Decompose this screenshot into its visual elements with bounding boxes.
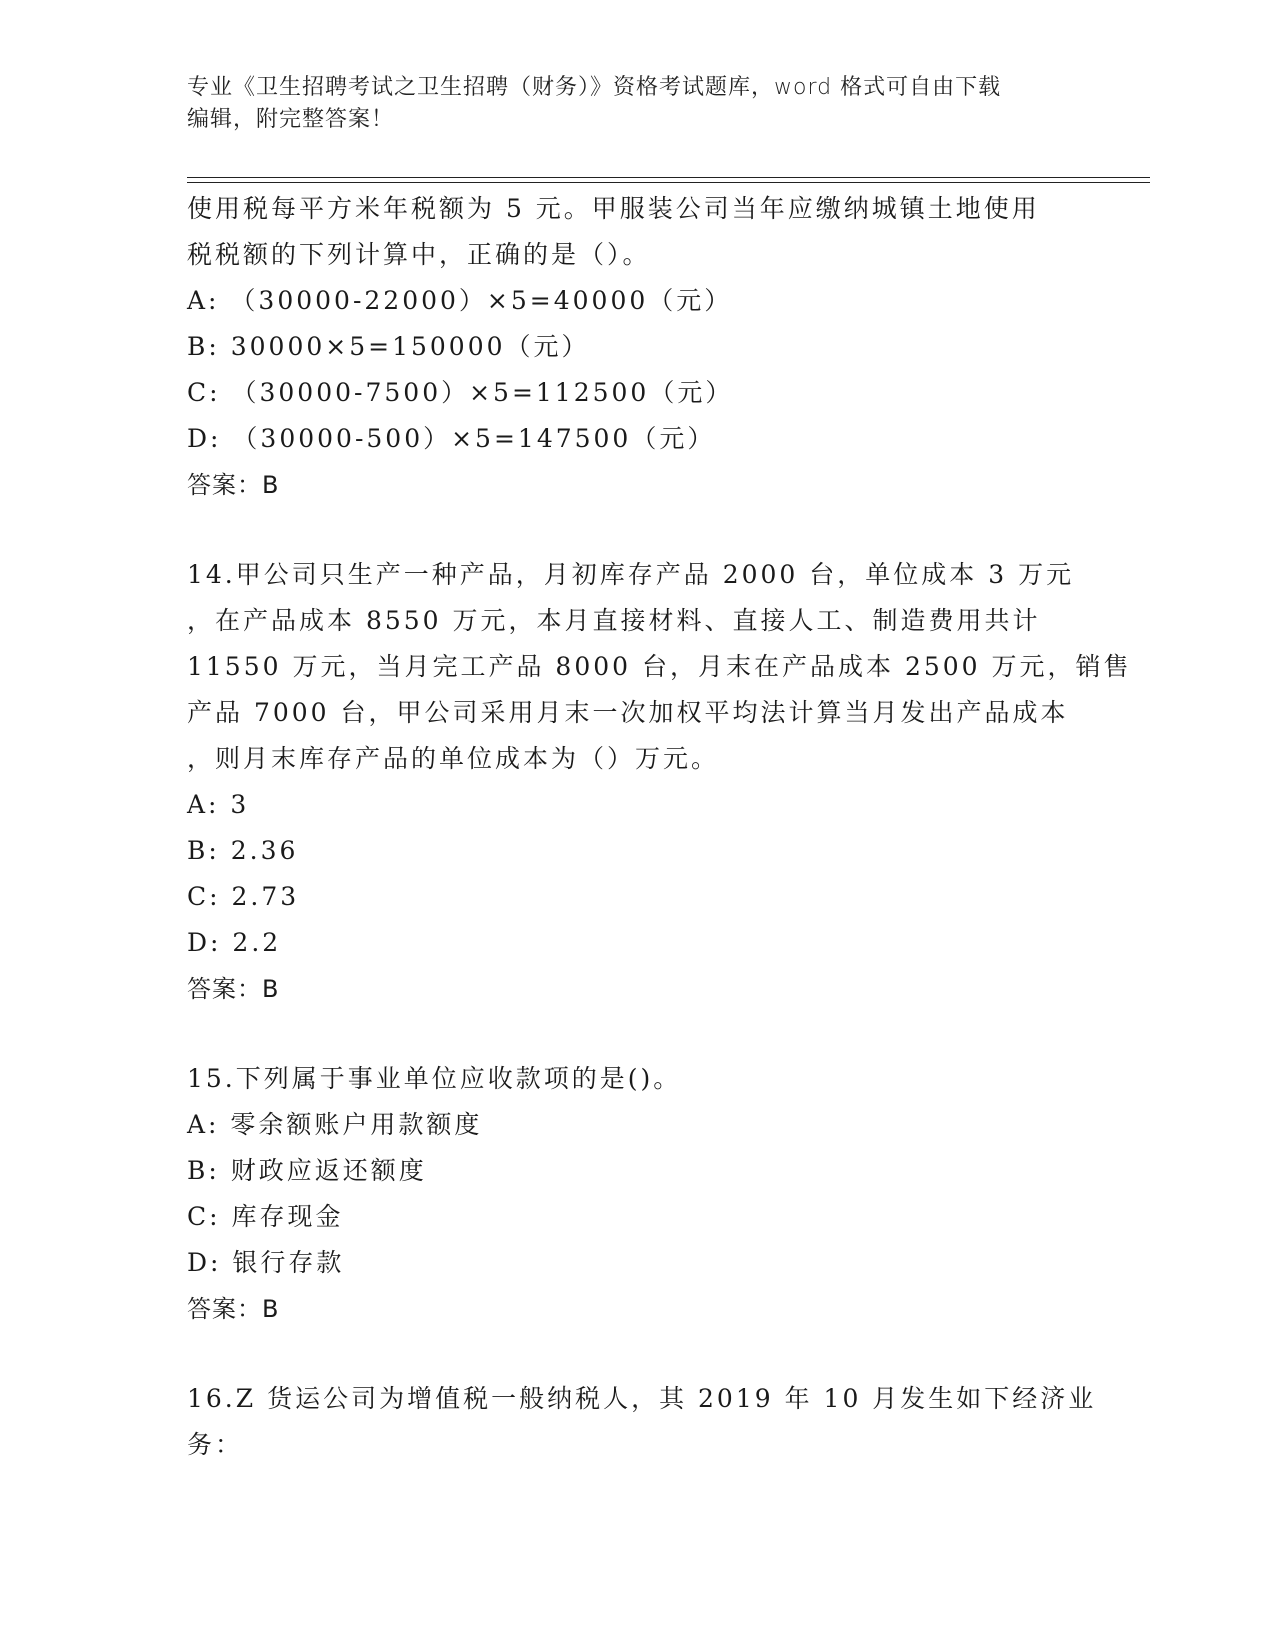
question-text-line: 14.甲公司只生产一种产品，月初库存产品 2000 台，单位成本 3 万元 — [187, 560, 1075, 589]
question-text-line: 16.Z 货运公司为增值税一般纳税人，其 2019 年 10 月发生如下经济业 — [187, 1384, 1097, 1413]
option-a: A: 零余额账户用款额度 — [187, 1110, 483, 1139]
question-text-line: 15.下列属于事业单位应收款项的是()。 — [187, 1064, 682, 1093]
page-header — [187, 72, 1067, 136]
spacer — [187, 1332, 1087, 1376]
option-a: A: （30000-22000）×5=40000（元） — [187, 286, 733, 315]
answer: 答案：B — [187, 1295, 280, 1323]
option-b: B: 30000×5=150000（元） — [187, 332, 590, 361]
option-d: D: 2.2 — [187, 928, 282, 957]
spacer — [187, 1012, 1087, 1056]
option-c: C: 库存现金 — [187, 1202, 344, 1231]
question-text-line: 税税额的下列计算中，正确的是（）。 — [187, 240, 651, 269]
question-16 — [187, 1376, 1097, 1468]
header-divider-bottom — [187, 182, 1150, 183]
question-text-line: 11550 万元，当月完工产品 8000 台，月末在产品成本 2500 万元，销售 — [187, 652, 1132, 681]
question-text-line: ，在产品成本 8550 万元，本月直接材料、直接人工、制造费用共计 — [187, 606, 1041, 635]
answer: 答案：B — [187, 975, 280, 1003]
question-13 — [187, 186, 1087, 508]
header-line-1: 专业《卫生招聘考试之卫生招聘（财务）》资格考试题库，word 格式可自由下载 — [187, 75, 1002, 100]
option-a: A: 3 — [187, 790, 250, 819]
question-14 — [187, 552, 1132, 1012]
question-15 — [187, 1056, 1087, 1332]
header-divider-top — [187, 177, 1150, 178]
option-d: D: （30000-500）×5=147500（元） — [187, 424, 716, 453]
option-d: D: 银行存款 — [187, 1248, 345, 1277]
spacer — [187, 508, 1087, 552]
question-text-line: 务： — [187, 1430, 244, 1459]
option-b: B: 财政应返还额度 — [187, 1156, 427, 1185]
option-c: C: （30000-7500）×5=112500（元） — [187, 378, 734, 407]
question-text-line: 产品 7000 台，甲公司采用月末一次加权平均法计算当月发出产品成本 — [187, 698, 1069, 727]
header-line-2: 编辑，附完整答案！ — [187, 107, 395, 132]
option-c: C: 2.73 — [187, 882, 300, 911]
option-b: B: 2.36 — [187, 836, 299, 865]
question-text-line: ，则月末库存产品的单位成本为（）万元。 — [187, 744, 720, 773]
document-body — [187, 186, 1132, 1468]
answer: 答案：B — [187, 471, 280, 499]
question-text-line: 使用税每平方米年税额为 5 元。甲服装公司当年应缴纳城镇土地使用 — [187, 194, 1040, 223]
